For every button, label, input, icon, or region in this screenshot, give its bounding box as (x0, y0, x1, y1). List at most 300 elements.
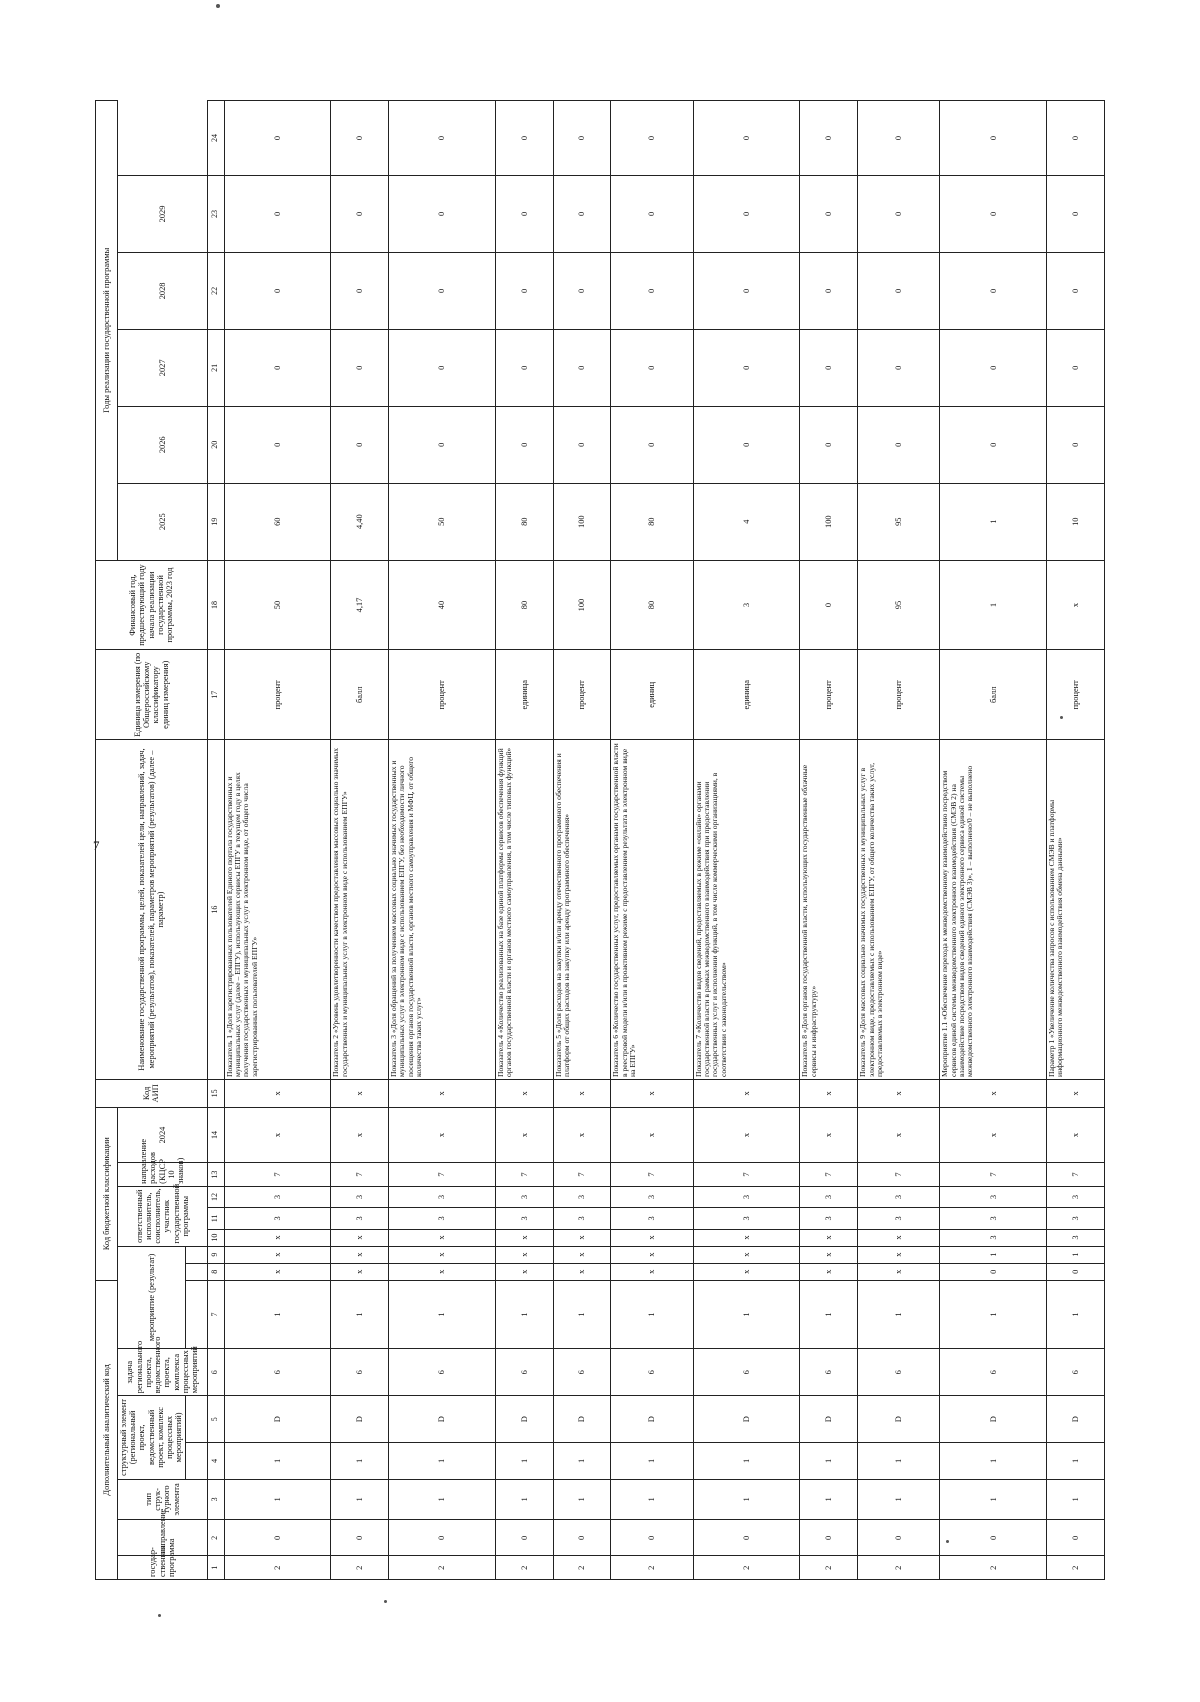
row-cell-c3: 1 (800, 1479, 858, 1520)
row-cell-c15: x (331, 1079, 389, 1107)
row-cell-c3: 1 (611, 1479, 693, 1520)
table-body (224, 101, 1104, 1580)
row-cell-y2028: 0 (693, 175, 800, 252)
row-cell-c13: 7 (224, 1163, 331, 1187)
row-cell-c2: 0 (940, 1520, 1047, 1556)
row-cell-c12: 3 (331, 1186, 389, 1207)
program-table (95, 100, 1105, 1580)
row-cell-y2029: 0 (940, 101, 1047, 176)
row-cell-c7: 1 (389, 1280, 496, 1348)
row-cell-base: x (1047, 560, 1105, 650)
row-name-cell: Показатель 2 «Уровень удовлетворенности качеством предоставления массовых социально значимых государственных и муниципальных услуг в электронном виде с использованием ЕПГУ» (331, 740, 389, 1080)
row-cell-y2026: 0 (553, 329, 611, 406)
row-cell-c9: x (858, 1246, 940, 1263)
row-name-cell: Показатель 3 «Доля обращений за получением массовых социально значимых государственных и муниципальных услуг в электронном виде с использованием ЕПГУ, без необходимости личного посещения органов государственной власти, органов местного самоуправления и МФЦ, от общего количества таких услуг» (389, 740, 496, 1080)
row-cell-y2027: 0 (224, 252, 331, 329)
col-num: 6 (207, 1349, 224, 1396)
header-gos-program: государ-ственная программа (118, 1556, 208, 1580)
row-cell-c2: 0 (331, 1520, 389, 1556)
col-num: 20 (207, 406, 224, 483)
row-cell-y2025: 0 (1047, 406, 1105, 483)
row-cell-y2027: 0 (1047, 252, 1105, 329)
row-cell-c5: D (1047, 1396, 1105, 1443)
row-cell-c4: 1 (224, 1443, 331, 1479)
row-cell-c1: 2 (389, 1556, 496, 1580)
row-cell-c14: x (693, 1107, 800, 1163)
row-cell-y2027: 0 (389, 252, 496, 329)
row-cell-y2026: 0 (858, 329, 940, 406)
row-cell-base: 0 (800, 560, 858, 650)
row-cell-c4: 1 (800, 1443, 858, 1479)
row-cell-y2027: 0 (553, 252, 611, 329)
row-cell-y2025: 0 (553, 406, 611, 483)
row-cell-c10: x (858, 1229, 940, 1246)
row-cell-y2024: 95 (858, 483, 940, 560)
row-cell-c14: x (1047, 1107, 1105, 1163)
row-cell-y2027: 0 (611, 252, 693, 329)
row-cell-y2025: 0 (693, 406, 800, 483)
row-cell-c3: 1 (331, 1479, 389, 1520)
row-cell-y2028: 0 (1047, 175, 1105, 252)
col-num: 18 (207, 560, 224, 650)
header-year-2027: 2027 (118, 329, 208, 406)
row-cell-c1: 2 (331, 1556, 389, 1580)
row-cell-c3: 1 (693, 1479, 800, 1520)
col-num: 14 (207, 1107, 224, 1163)
row-cell-c1: 2 (495, 1556, 553, 1580)
col-num: 19 (207, 483, 224, 560)
row-cell-y2026: 0 (389, 329, 496, 406)
row-cell-c15: x (800, 1079, 858, 1107)
header-year-2024: 2024 (118, 1107, 208, 1163)
header-naimenovanie: Наименование государственной программы, целей, показателей цели, направлений, задач, мероприятий (результатов), показателей, параметров мероприятий (результатов) (далее – параметр) (96, 740, 208, 1080)
row-cell-c10: x (800, 1229, 858, 1246)
row-cell-c10: x (389, 1229, 496, 1246)
row-cell-c15: x (940, 1079, 1047, 1107)
row-cell-c11: 3 (611, 1208, 693, 1229)
header-napr-raskhodov: направление расходов (КЦСР 10 знаков) (118, 1163, 208, 1187)
row-cell-c4: 1 (858, 1443, 940, 1479)
row-cell-c4: 1 (611, 1443, 693, 1479)
row-cell-c6: 6 (611, 1349, 693, 1396)
row-cell-c15: x (389, 1079, 496, 1107)
row-name-cell: Показатель 1 «Доля зарегистрированных пользователей Единого портала государственных и муниципальных услуг (далее – ЕПГУ), использующих сервисы ЕПГУ в текущем году в целях получения государственных и муниципальных услуг в электронном виде, от общего числа зарегистрированных пользователей ЕПГУ» (224, 740, 331, 1080)
row-cell-y2024: 50 (389, 483, 496, 560)
row-cell-y2027: 0 (331, 252, 389, 329)
row-cell-c7: 1 (495, 1280, 553, 1348)
row-cell-y2029: 0 (495, 101, 553, 176)
table-row (693, 101, 800, 1580)
row-cell-c5: D (389, 1396, 496, 1443)
row-name-cell: Показатель 4 «Количество реализованных на базе единой платформы сервисов обеспечения функций органов государственной власти и органов местного самоуправления, в том числе типовых функций» (495, 740, 553, 1080)
row-cell-c8: x (331, 1263, 389, 1280)
row-cell-c4: 1 (940, 1443, 1047, 1479)
page-number: 7 (93, 838, 100, 853)
header-years-group: Годы реализации государственной программы (96, 101, 118, 561)
row-cell-base: 50 (224, 560, 331, 650)
table-row (940, 101, 1047, 1580)
row-cell-y2026: 0 (693, 329, 800, 406)
row-cell-c13: 7 (611, 1163, 693, 1187)
row-cell-c5: D (693, 1396, 800, 1443)
row-cell-c3: 1 (940, 1479, 1047, 1520)
row-cell-c7: 1 (331, 1280, 389, 1348)
row-cell-unit: балл (331, 650, 389, 740)
row-cell-unit: процент (800, 650, 858, 740)
header-struct-sub-a (185, 1443, 207, 1479)
row-cell-c1: 2 (800, 1556, 858, 1580)
row-cell-c9: x (693, 1246, 800, 1263)
row-cell-y2029: 0 (858, 101, 940, 176)
row-cell-y2028: 0 (553, 175, 611, 252)
col-num: 1 (207, 1556, 224, 1580)
row-cell-c2: 0 (800, 1520, 858, 1556)
row-cell-c1: 2 (693, 1556, 800, 1580)
row-cell-y2025: 0 (940, 406, 1047, 483)
row-cell-c3: 1 (553, 1479, 611, 1520)
header-budget-group: Код бюджетной классификации (96, 1107, 118, 1280)
row-cell-c6: 6 (495, 1349, 553, 1396)
row-cell-c10: x (611, 1229, 693, 1246)
row-cell-c4: 1 (495, 1443, 553, 1479)
row-cell-c15: x (693, 1079, 800, 1107)
row-cell-c5: D (553, 1396, 611, 1443)
scan-speck (1060, 716, 1063, 719)
table-row (495, 101, 553, 1580)
row-cell-c6: 6 (1047, 1349, 1105, 1396)
row-cell-y2028: 0 (800, 175, 858, 252)
row-cell-c8: x (800, 1263, 858, 1280)
col-num: 9 (207, 1246, 224, 1263)
row-cell-c7: 1 (693, 1280, 800, 1348)
row-cell-y2028: 0 (858, 175, 940, 252)
header-year-2026: 2026 (118, 406, 208, 483)
row-name-cell: Мероприятие 1.1 «Обеспечение перехода к межведомственному взаимодействию посредством сервисов единой системы межведомственного электронного взаимодействия (СМЭВ 2) на взаимодействие посредством видов сведений единого электронного сервиса единой системы межведомственного электронного взаимодействия (СМЭВ 3)», 1 – выполнено/0 – не выполнено (940, 740, 1047, 1080)
row-cell-base: 40 (389, 560, 496, 650)
row-cell-c8: x (224, 1263, 331, 1280)
row-cell-c6: 6 (940, 1349, 1047, 1396)
row-cell-y2025: 0 (224, 406, 331, 483)
row-cell-y2029: 0 (693, 101, 800, 176)
header-otvetstvenny: ответственный исполнитель, соисполнитель, участник государственной программы (118, 1186, 208, 1246)
row-cell-base: 100 (553, 560, 611, 650)
row-cell-c7: 1 (1047, 1280, 1105, 1348)
scan-speck (216, 4, 220, 8)
row-cell-y2029: 0 (611, 101, 693, 176)
row-cell-c6: 6 (224, 1349, 331, 1396)
row-cell-c12: 3 (224, 1186, 331, 1207)
header-year-2029: 2029 (118, 175, 208, 252)
row-cell-y2027: 0 (940, 252, 1047, 329)
row-cell-c11: 3 (553, 1208, 611, 1229)
row-cell-c4: 1 (331, 1443, 389, 1479)
row-cell-c9: x (800, 1246, 858, 1263)
row-cell-y2029: 0 (553, 101, 611, 176)
row-cell-c10: x (331, 1229, 389, 1246)
row-cell-c11: 3 (224, 1208, 331, 1229)
col-num: 3 (207, 1479, 224, 1520)
row-cell-c5: D (224, 1396, 331, 1443)
row-cell-c4: 1 (1047, 1443, 1105, 1479)
row-cell-c11: 3 (693, 1208, 800, 1229)
col-num: 8 (207, 1263, 224, 1280)
row-cell-c3: 1 (858, 1479, 940, 1520)
row-cell-c11: 3 (331, 1208, 389, 1229)
row-cell-c7: 1 (858, 1280, 940, 1348)
row-cell-y2025: 0 (611, 406, 693, 483)
header-napravlenie: направление (118, 1520, 208, 1556)
row-cell-c15: x (858, 1079, 940, 1107)
row-cell-c9: 1 (1047, 1246, 1105, 1263)
row-cell-y2024: 4 (693, 483, 800, 560)
col-num: 10 (207, 1229, 224, 1246)
row-cell-c14: x (224, 1107, 331, 1163)
row-cell-y2024: 4,40 (331, 483, 389, 560)
row-cell-c11: 3 (858, 1208, 940, 1229)
row-cell-c2: 0 (224, 1520, 331, 1556)
row-cell-c5: D (611, 1396, 693, 1443)
header-fin-god: Финансовый год, предшествующий году начала реализации государственной программы, 2023 год (96, 560, 208, 650)
row-cell-c9: x (553, 1246, 611, 1263)
row-cell-y2026: 0 (331, 329, 389, 406)
row-cell-c7: 1 (553, 1280, 611, 1348)
row-cell-c3: 1 (495, 1479, 553, 1520)
row-cell-c5: D (858, 1396, 940, 1443)
row-cell-c14: x (331, 1107, 389, 1163)
col-num: 24 (207, 101, 224, 176)
row-cell-unit: единиц (611, 650, 693, 740)
header-struct-sub-b (185, 1396, 207, 1443)
row-cell-c1: 2 (1047, 1556, 1105, 1580)
row-cell-c12: 3 (495, 1186, 553, 1207)
row-cell-c6: 6 (389, 1349, 496, 1396)
row-cell-c12: 3 (389, 1186, 496, 1207)
row-cell-c1: 2 (224, 1556, 331, 1580)
header-struct-element: структурный элемент (региональный проект, ведомственный проект, комплекс процессных мероприятий) (118, 1396, 186, 1479)
header-year-2025: 2025 (118, 483, 208, 560)
row-cell-c8: x (693, 1263, 800, 1280)
scan-speck (384, 1600, 387, 1603)
row-cell-c11: 3 (1047, 1208, 1105, 1229)
row-cell-c7: 1 (224, 1280, 331, 1348)
row-cell-y2026: 0 (611, 329, 693, 406)
row-cell-y2027: 0 (693, 252, 800, 329)
row-cell-y2024: 80 (495, 483, 553, 560)
row-cell-c13: 7 (940, 1163, 1047, 1187)
row-name-cell: Параметр 1 «Увеличение количества запросов с использованием СМЭВ и платформы информационного межведомственного взаимодействия обмена данными» (1047, 740, 1105, 1080)
row-cell-c3: 1 (389, 1479, 496, 1520)
row-cell-y2028: 0 (940, 175, 1047, 252)
col-num: 7 (207, 1280, 224, 1348)
row-cell-unit: процент (553, 650, 611, 740)
header-kod-aip: Код АИП (96, 1079, 208, 1107)
row-cell-base: 3 (693, 560, 800, 650)
col-num: 5 (207, 1396, 224, 1443)
table-row (224, 101, 331, 1580)
col-num: 23 (207, 175, 224, 252)
header-merop-sub-b (185, 1263, 207, 1280)
row-cell-y2027: 0 (858, 252, 940, 329)
col-num: 12 (207, 1186, 224, 1207)
row-cell-unit: единица (495, 650, 553, 740)
row-cell-y2029: 0 (331, 101, 389, 176)
row-cell-unit: процент (1047, 650, 1105, 740)
row-cell-c8: x (389, 1263, 496, 1280)
table-row (858, 101, 940, 1580)
row-cell-c13: 7 (495, 1163, 553, 1187)
row-name-cell: Показатель 8 «Доля органов государственной власти, использующих государственные облачные сервисы и инфраструктуру» (800, 740, 858, 1080)
table-row (331, 101, 389, 1580)
table-row (389, 101, 496, 1580)
row-cell-c15: x (553, 1079, 611, 1107)
row-cell-c9: x (389, 1246, 496, 1263)
rotated-table-wrapper (95, 100, 1105, 1580)
row-cell-c13: 7 (858, 1163, 940, 1187)
row-cell-c12: 3 (800, 1186, 858, 1207)
row-cell-c12: 3 (611, 1186, 693, 1207)
row-cell-c10: 3 (1047, 1229, 1105, 1246)
row-cell-y2024: 10 (1047, 483, 1105, 560)
row-cell-y2027: 0 (495, 252, 553, 329)
row-cell-c1: 2 (611, 1556, 693, 1580)
header-merop-sub-c (185, 1246, 207, 1263)
row-cell-c10: x (224, 1229, 331, 1246)
header-edinica: Единица измерения (по Общероссийскому классификатору единиц измерения) (96, 650, 208, 740)
row-cell-y2028: 0 (224, 175, 331, 252)
table-row (553, 101, 611, 1580)
row-cell-y2025: 0 (389, 406, 496, 483)
row-cell-c9: 1 (940, 1246, 1047, 1263)
row-cell-y2028: 0 (331, 175, 389, 252)
row-cell-c8: 0 (1047, 1263, 1105, 1280)
row-cell-y2028: 0 (611, 175, 693, 252)
row-cell-c5: D (800, 1396, 858, 1443)
row-cell-c8: x (553, 1263, 611, 1280)
row-cell-c9: x (495, 1246, 553, 1263)
row-cell-c2: 0 (858, 1520, 940, 1556)
row-cell-c6: 6 (858, 1349, 940, 1396)
row-cell-c3: 1 (1047, 1479, 1105, 1520)
row-name-cell: Показатель 9 «Доля массовых социально значимых государственных и муниципальных услуг в электронном виде, предоставляемых с использованием ЕПГУ, от общего количества таких услуг, предоставляемых в электронном виде» (858, 740, 940, 1080)
row-cell-c2: 0 (1047, 1520, 1105, 1556)
row-cell-base: 80 (611, 560, 693, 650)
row-cell-y2026: 0 (940, 329, 1047, 406)
row-cell-c6: 6 (331, 1349, 389, 1396)
row-name-cell: Показатель 5 «Доля расходов на закупки и/или аренду отечественного программного обеспечения и платформ от общих расходов на закупку или аренду программного обеспечения» (553, 740, 611, 1080)
row-cell-c14: x (553, 1107, 611, 1163)
row-cell-y2027: 0 (800, 252, 858, 329)
row-cell-c7: 1 (611, 1280, 693, 1348)
row-cell-c11: 3 (389, 1208, 496, 1229)
col-num: 4 (207, 1443, 224, 1479)
row-cell-unit: процент (858, 650, 940, 740)
row-cell-y2026: 0 (224, 329, 331, 406)
table-row (1047, 101, 1105, 1580)
row-cell-c2: 0 (389, 1520, 496, 1556)
row-cell-c15: x (1047, 1079, 1105, 1107)
row-cell-c15: x (611, 1079, 693, 1107)
row-cell-c14: x (858, 1107, 940, 1163)
row-cell-c13: 7 (800, 1163, 858, 1187)
row-cell-c10: x (495, 1229, 553, 1246)
row-cell-c15: x (224, 1079, 331, 1107)
row-cell-c14: x (800, 1107, 858, 1163)
col-num: 17 (207, 650, 224, 740)
col-num: 11 (207, 1208, 224, 1229)
row-cell-c6: 6 (553, 1349, 611, 1396)
row-cell-c9: x (331, 1246, 389, 1263)
row-cell-y2024: 100 (553, 483, 611, 560)
table-row (800, 101, 858, 1580)
row-name-cell: Показатель 6 «Количество государственных услуг, предоставляемых органами государственной власти в реестровой модели и/или в проактивном режиме с предоставлением результата в электронном виде на ЕПГУ» (611, 740, 693, 1080)
row-cell-c8: x (858, 1263, 940, 1280)
row-cell-y2029: 0 (1047, 101, 1105, 176)
row-cell-c2: 0 (693, 1520, 800, 1556)
row-cell-y2029: 0 (800, 101, 858, 176)
row-cell-c12: 3 (940, 1186, 1047, 1207)
row-cell-c1: 2 (858, 1556, 940, 1580)
row-cell-c8: 0 (940, 1263, 1047, 1280)
row-cell-y2024: 100 (800, 483, 858, 560)
row-cell-y2029: 0 (224, 101, 331, 176)
row-cell-c8: x (611, 1263, 693, 1280)
row-cell-c9: x (611, 1246, 693, 1263)
header-merop-sub-a (185, 1280, 207, 1348)
row-cell-base: 80 (495, 560, 553, 650)
row-cell-c12: 3 (1047, 1186, 1105, 1207)
col-num: 22 (207, 252, 224, 329)
row-cell-y2029: 0 (389, 101, 496, 176)
header-meropriyatie: мероприятие (результат) (118, 1246, 186, 1349)
row-cell-c5: D (940, 1396, 1047, 1443)
row-cell-c14: x (611, 1107, 693, 1163)
row-cell-y2026: 0 (800, 329, 858, 406)
row-cell-c2: 0 (495, 1520, 553, 1556)
row-cell-c6: 6 (693, 1349, 800, 1396)
col-num: 2 (207, 1520, 224, 1556)
col-num: 15 (207, 1079, 224, 1107)
row-cell-base: 4,17 (331, 560, 389, 650)
row-cell-y2026: 0 (1047, 329, 1105, 406)
row-cell-c4: 1 (553, 1443, 611, 1479)
row-cell-c13: 7 (553, 1163, 611, 1187)
row-cell-c12: 3 (553, 1186, 611, 1207)
row-cell-base: 1 (940, 560, 1047, 650)
row-cell-c11: 3 (495, 1208, 553, 1229)
row-cell-c14: x (389, 1107, 496, 1163)
row-cell-c13: 7 (1047, 1163, 1105, 1187)
row-cell-c2: 0 (611, 1520, 693, 1556)
row-cell-c15: x (495, 1079, 553, 1107)
row-cell-c10: x (553, 1229, 611, 1246)
row-cell-c13: 7 (389, 1163, 496, 1187)
row-cell-c12: 3 (858, 1186, 940, 1207)
row-cell-c1: 2 (940, 1556, 1047, 1580)
row-cell-unit: процент (224, 650, 331, 740)
row-cell-unit: процент (389, 650, 496, 740)
row-cell-c13: 7 (331, 1163, 389, 1187)
row-cell-c7: 1 (940, 1280, 1047, 1348)
row-cell-c13: 7 (693, 1163, 800, 1187)
row-cell-y2024: 80 (611, 483, 693, 560)
row-cell-c6: 6 (800, 1349, 858, 1396)
col-num: 16 (207, 740, 224, 1080)
col-num: 21 (207, 329, 224, 406)
row-cell-y2024: 60 (224, 483, 331, 560)
row-cell-c14: x (940, 1107, 1047, 1163)
header-tip-element: тип струк-турного элемента (118, 1479, 208, 1520)
row-cell-c12: 3 (693, 1186, 800, 1207)
